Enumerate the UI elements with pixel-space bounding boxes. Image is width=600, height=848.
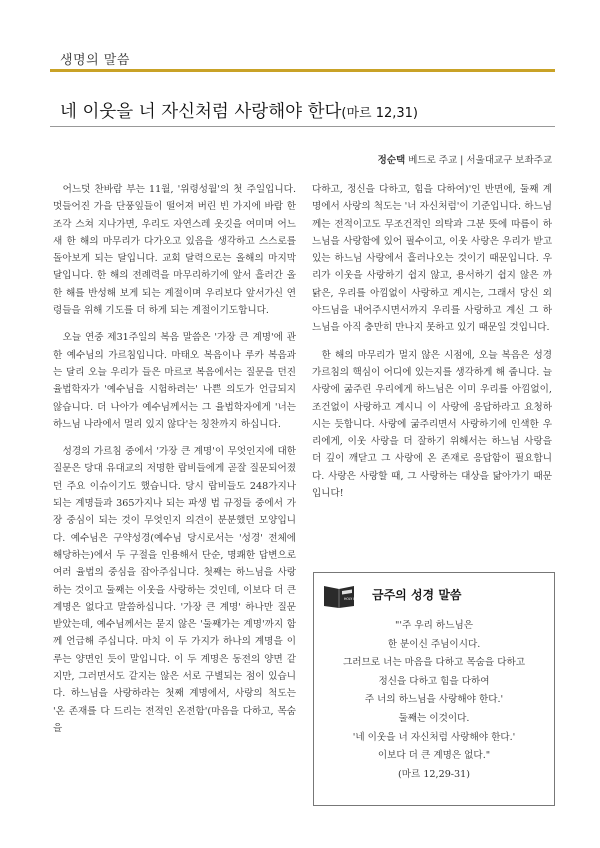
paragraph: 다하고, 정신을 다하고, 힘을 다하여)'인 반면에, 둘째 계명에서 사랑의 척도는 '너 자신처럼'이 기준입니다. 하느님께는 전적이고도 무조건적인 의탁과 그분 뜻에 따름이 하느님을 사랑함에 있어 필수이고, 이웃 사랑은 우리가 받고 있는 하느님 사랑에서 흘러나오는 것이기 때문입니다. 우리가 이웃을 사랑하기 쉽지 않고, 용서하기 쉽지 않은 까닭은, 우리를 아낌없이 사랑하고 계시는, 그래서 당신 외아드님을 내어주시면서까지 우리를 사랑하고 계신 그 하느님을 아직 충만히 만나지 못하고 있기 때문일 것입니다. — [312, 184, 552, 334]
article-title — [60, 98, 540, 123]
author-name: 정순택 — [377, 155, 406, 166]
left-column — [53, 181, 296, 747]
bible-icon-text: HOLY BIBLE — [344, 597, 363, 601]
verse-line: 둘째는 이것이다. — [398, 712, 470, 724]
verse-line: 이보다 더 큰 계명은 없다." — [377, 750, 491, 762]
paragraph: 성경의 가르침 중에서 '가장 큰 계명'이 무엇인지에 대한질문은 당대 유대교의 저명한 랍비들에게 곧잘 질문되어졌던 주요 이슈이기도 했습니다. 당시 랍비들도 248가지나 되는 계명들과 365가지나 되는 파생 법 규정들 중에서 가장 중심이 되는 것이 무엇인지 의견이 분분했던 모양입니다. 예수님은 구약성경(예수님 당시로서는 '성경' 전체에 해당하는)에서 두 구절을 인용해서 단순, 명쾌한 답변으로 여러 율법의 중심을 잡아주십니다. 첫째는 하느님을 사랑하는 것이고 둘째는 이웃을 사랑하는 것인데, 이보다 더 큰 계명은 없다고 말씀하십니다. '가장 큰 계명' 하나만 질문 받았는데, 예수님께서는 묻지 않은 '둘째가는 계명'까지 함께 언급해 주십니다. 마치 이 두 가지가 하나의 계명을 이루는 양면인 듯이 말입니다. 이 두 계명은 동전의 양면 같지만, 그러면서도 같지는 않은 서로 구별되는 점이 있습니다. 하느님을 사랑하라는 첫째 계명에서, 사랑의 척도는 '온 존재를 다 드리는 전적인 온전함'(마음을 다하고, 목숨을 — [53, 446, 296, 734]
verse-line: 정신을 다하고 힘을 다하여 — [378, 675, 490, 687]
author-role: 베드로 주교 | 서울대교구 보좌주교 — [408, 155, 552, 166]
verse-line: '네 이웃을 너 자신처럼 사랑해야 한다.' — [352, 731, 516, 743]
scripture-reference: (마르 12,31) — [341, 106, 418, 121]
verse-line: "'주 우리 하느님은 — [394, 620, 474, 631]
right-column — [312, 181, 552, 512]
verse-line: 주 너의 하느님을 사랑해야 한다.' — [364, 694, 504, 706]
paragraph: 한 해의 마무리가 멀지 않은 시점에, 오늘 복음은 성경 가르침의 핵심이 어디에 있는지를 생각하게 해 줍니다. 늘 사랑에 굶주린 우리에게 하느님은 이미 우리를 아낌없이, 조건없이 사랑하고 계시니 이 사랑에 응답하라고 요청하시는 듯합니다. 사랑에 굶주리면서 사랑하기에 인색한 우리에게, 이웃 사랑을 더 잘하기 위해서는 하느님 사랑을 더 깊이 깨닫고 그 사랑에 온 존재로 응답함이 필요합니다. 사랑은 사랑할 때, 그 사랑하는 대상을 닮아가기 때문입니다! — [312, 349, 552, 500]
section-title: 생명의 말씀 — [60, 53, 130, 68]
title-divider — [50, 126, 555, 127]
verse-line: (마르 12,29-31) — [398, 768, 470, 780]
verse-body — [314, 617, 554, 784]
byline — [378, 152, 552, 166]
bible-icon — [322, 583, 363, 609]
paragraph: 어느덧 찬바람 부는 11월, '위령성월'의 첫 주일입니다. 멋들어진 가을 단풍잎들이 떨어져 버린 빈 가지에 바람 한 조각 스쳐 지나가면, 우리도 자연스레 옷깃을 여미며 어느새 한 해의 마무리가 다가오고 있음을 생각하고 스스로를 돌아보게 되는 달입니다. 교회 달력으로는 올해의 마지막 달입니다. 한 해의 전례력을 마무리하기에 앞서 흘러간 올 한 해를 반성해 보게 되는 계절이며 우리보다 앞서가신 연령들을 위해 기도를 더 하게 되는 계절이기도합니다. — [53, 184, 296, 317]
verse-line: 한 분이신 주님이시다. — [387, 638, 481, 650]
paragraph: 오늘 연중 제31주일의 복음 말씀은 '가장 큰 계명'에 관한 예수님의 가르침입니다. 마태오 복음이나 루카 복음과는 달리 오늘 우리가 들은 마르코 복음에서는 질문을 던진 율법학자가 '예수님을 시험하려는' 나쁜 의도가 언급되지 않습니다. 더 나아가 예수님께서는 그 율법학자에게 '너는 하느님 나라에서 멀리 있지 않다'는 칭찬까지 하십니다. — [53, 332, 296, 430]
weekly-verse-box — [313, 572, 555, 806]
article-title-text: 네 이웃을 너 자신처럼 사랑해야 한다 — [60, 102, 342, 122]
header-rule — [50, 69, 555, 72]
verse-line: 그러므로 너는 마음을 다하고 목숨을 다하고 — [342, 657, 526, 669]
verse-heading: 금주의 성경 말씀 — [372, 588, 462, 602]
section-header — [50, 45, 555, 69]
